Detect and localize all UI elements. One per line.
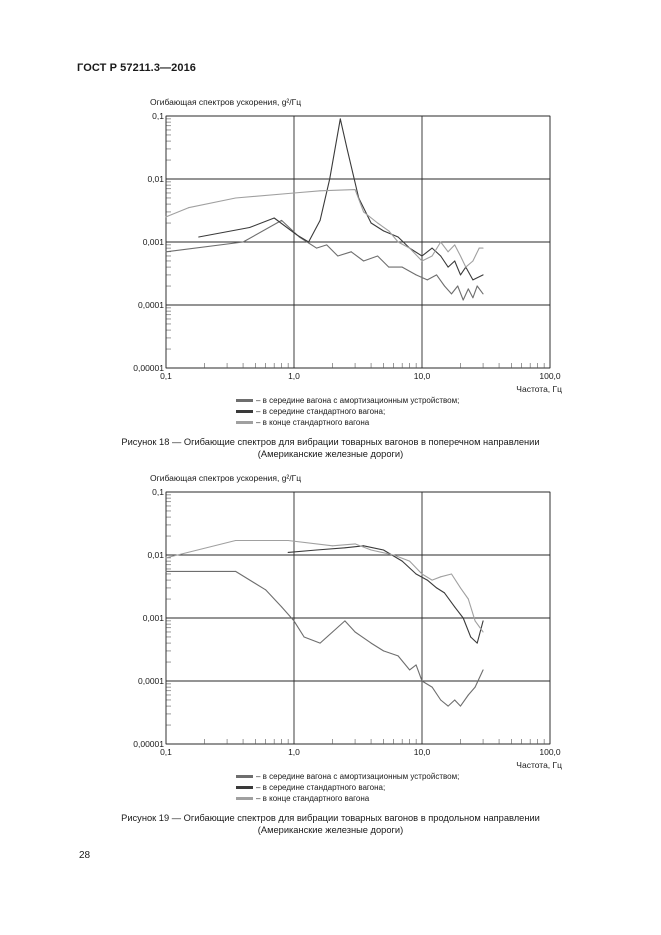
series-point-3 [468, 599, 469, 600]
y-tick-label: 0,001 [142, 613, 164, 623]
series-point-3 [355, 189, 356, 190]
series-point-1 [344, 620, 345, 621]
series-point-3 [460, 587, 461, 588]
series-point-3 [188, 207, 189, 208]
series-point-2 [432, 248, 433, 249]
chart-figure-19 [120, 468, 580, 798]
series-point-3 [432, 256, 433, 257]
chart-figure-18 [120, 92, 580, 422]
series-point-3 [483, 632, 484, 633]
legend-label: – в середине вагона с амортизационным устройством; [256, 396, 460, 405]
series-point-3 [440, 242, 441, 243]
y-axis-label: Огибающая спектров ускорения, g²/Гц [150, 473, 302, 483]
legend-item [236, 417, 459, 428]
figure-19-caption [0, 812, 661, 836]
legend-label: – в середине вагона с амортизационным устройством; [256, 772, 460, 781]
series-point-2 [340, 118, 341, 119]
series-point-1 [402, 267, 403, 268]
series-point-1 [383, 650, 384, 651]
series-line-1 [166, 571, 483, 706]
x-tick-label: 10,0 [413, 371, 431, 381]
series-point-3 [371, 550, 372, 551]
chart-19-plot [120, 468, 580, 788]
series-point-2 [440, 256, 441, 257]
series-point-2 [274, 218, 275, 219]
y-tick-label: 0,0001 [138, 300, 164, 310]
series-point-2 [454, 606, 455, 607]
series-point-1 [454, 700, 455, 701]
series-point-3 [409, 561, 410, 562]
legend-label: – в конце стандартного вагона [256, 794, 370, 803]
series-point-3 [235, 540, 236, 541]
series-point-1 [448, 706, 449, 707]
series-point-2 [347, 148, 348, 149]
legend-label: – в конце стандартного вагона [256, 418, 370, 427]
x-tick-label: 0,1 [160, 747, 172, 757]
series-point-2 [383, 230, 384, 231]
x-tick-label: 0,1 [160, 371, 172, 381]
series-point-1 [363, 261, 364, 262]
series-point-1 [444, 286, 445, 287]
series-point-2 [344, 547, 345, 548]
series-point-2 [472, 279, 473, 280]
series-point-1 [388, 267, 389, 268]
x-tick-label: 1,0 [288, 747, 300, 757]
series-point-1 [409, 669, 410, 670]
series-point-1 [371, 643, 372, 644]
series-point-2 [483, 274, 484, 275]
series-line-2 [288, 546, 483, 643]
series-point-1 [265, 589, 266, 590]
series-point-1 [281, 220, 282, 221]
series-point-3 [465, 267, 466, 268]
series-point-1 [320, 643, 321, 644]
series-point-3 [454, 244, 455, 245]
series-point-3 [166, 557, 167, 558]
y-tick-label: 0,001 [142, 237, 164, 247]
series-point-1 [468, 288, 469, 289]
series-point-1 [294, 620, 295, 621]
series-point-2 [296, 234, 297, 235]
legend-swatch [236, 797, 253, 800]
series-point-1 [166, 251, 167, 252]
y-tick-label: 0,1 [152, 487, 164, 497]
x-tick-label: 100,0 [539, 747, 561, 757]
series-point-3 [388, 230, 389, 231]
series-point-1 [243, 242, 244, 243]
series-point-2 [308, 242, 309, 243]
series-point-2 [316, 550, 317, 551]
series-point-2 [383, 550, 384, 551]
series-point-2 [448, 267, 449, 268]
series-point-2 [483, 620, 484, 621]
series-point-3 [332, 545, 333, 546]
caption-line: Рисунок 18 — Огибающие спектров для вибрации товарных вагонов в поперечном направлении [121, 437, 540, 447]
series-point-1 [440, 700, 441, 701]
series-point-1 [457, 286, 458, 287]
series-point-1 [416, 274, 417, 275]
series-point-3 [432, 580, 433, 581]
legend-swatch [236, 399, 253, 402]
series-point-3 [294, 193, 295, 194]
document-header: ГОСТ Р 57211.3—2016 [77, 62, 197, 74]
series-point-3 [235, 198, 236, 199]
legend-item [236, 406, 459, 417]
series-point-3 [363, 211, 364, 212]
series-point-3 [479, 248, 480, 249]
series-point-2 [427, 580, 428, 581]
series-point-1 [355, 632, 356, 633]
series-point-3 [320, 190, 321, 191]
y-tick-label: 0,01 [147, 174, 164, 184]
caption-line: Рисунок 19 — Огибающие спектров для вибрации товарных вагонов в продольном направлении [121, 813, 540, 823]
chart-18-plot [120, 92, 580, 412]
caption-line: (Американские железные дороги) [257, 449, 404, 459]
legend-item [236, 782, 459, 793]
series-point-1 [422, 681, 423, 682]
legend-swatch [236, 786, 253, 789]
series-point-1 [483, 293, 484, 294]
series-point-3 [460, 256, 461, 257]
series-point-2 [363, 545, 364, 546]
series-point-1 [235, 571, 236, 572]
series-point-1 [460, 706, 461, 707]
series-point-2 [460, 274, 461, 275]
series-point-1 [477, 286, 478, 287]
legend-item [236, 771, 459, 782]
series-point-1 [436, 274, 437, 275]
series-point-2 [371, 223, 372, 224]
x-axis-label: Частота, Гц [516, 760, 562, 770]
figure-18-caption [0, 436, 661, 460]
y-tick-label: 0,00001 [133, 363, 164, 373]
series-point-1 [304, 637, 305, 638]
x-tick-label: 100,0 [539, 371, 561, 381]
series-point-3 [451, 574, 452, 575]
series-point-2 [422, 256, 423, 257]
legend-item [236, 793, 459, 804]
series-point-1 [416, 664, 417, 665]
page-number: 28 [79, 850, 91, 861]
y-tick-label: 0,00001 [133, 739, 164, 749]
series-point-2 [249, 227, 250, 228]
series-point-2 [329, 179, 330, 180]
series-point-2 [402, 561, 403, 562]
y-axis-label: Огибающая спектров ускорения, g²/Гц [150, 97, 302, 107]
series-point-1 [377, 256, 378, 257]
series-point-1 [351, 251, 352, 252]
chart-18-legend [236, 395, 459, 428]
caption-line: (Американские железные дороги) [257, 825, 404, 835]
x-tick-label: 10,0 [413, 747, 431, 757]
series-point-2 [398, 237, 399, 238]
series-point-1 [398, 655, 399, 656]
series-point-2 [416, 574, 417, 575]
series-point-2 [288, 552, 289, 553]
series-point-1 [472, 297, 473, 298]
series-point-3 [398, 242, 399, 243]
x-axis-label: Частота, Гц [516, 384, 562, 394]
series-point-1 [483, 669, 484, 670]
legend-swatch [236, 421, 253, 424]
series-point-2 [444, 592, 445, 593]
series-point-1 [451, 293, 452, 294]
series-point-1 [281, 606, 282, 607]
series-point-1 [468, 695, 469, 696]
y-tick-label: 0,0001 [138, 676, 164, 686]
series-point-2 [454, 261, 455, 262]
series-point-1 [337, 256, 338, 257]
series-line-1 [166, 220, 483, 300]
legend-swatch [236, 775, 253, 778]
series-point-2 [198, 237, 199, 238]
x-tick-label: 1,0 [288, 371, 300, 381]
y-tick-label: 0,01 [147, 550, 164, 560]
series-point-3 [422, 261, 423, 262]
series-point-1 [432, 687, 433, 688]
legend-label: – в середине стандартного вагона; [256, 407, 386, 416]
series-point-3 [393, 555, 394, 556]
series-point-1 [463, 300, 464, 301]
series-point-1 [427, 279, 428, 280]
series-point-2 [436, 587, 437, 588]
y-tick-label: 0,1 [152, 111, 164, 121]
series-point-3 [448, 251, 449, 252]
legend-swatch [236, 410, 253, 413]
series-point-3 [472, 261, 473, 262]
legend-item [236, 395, 459, 406]
series-point-3 [355, 543, 356, 544]
series-point-2 [470, 637, 471, 638]
series-point-1 [332, 632, 333, 633]
series-point-3 [409, 248, 410, 249]
series-point-2 [463, 618, 464, 619]
series-point-1 [326, 244, 327, 245]
series-point-3 [288, 540, 289, 541]
series-point-1 [316, 248, 317, 249]
series-point-3 [440, 576, 441, 577]
series-point-3 [483, 248, 484, 249]
chart-19-legend [236, 771, 459, 804]
series-point-1 [475, 687, 476, 688]
series-point-3 [166, 216, 167, 217]
series-point-2 [320, 220, 321, 221]
series-point-1 [166, 571, 167, 572]
series-point-3 [422, 574, 423, 575]
series-point-3 [377, 223, 378, 224]
series-point-3 [475, 620, 476, 621]
legend-label: – в середине стандартного вагона; [256, 783, 386, 792]
series-point-2 [477, 643, 478, 644]
